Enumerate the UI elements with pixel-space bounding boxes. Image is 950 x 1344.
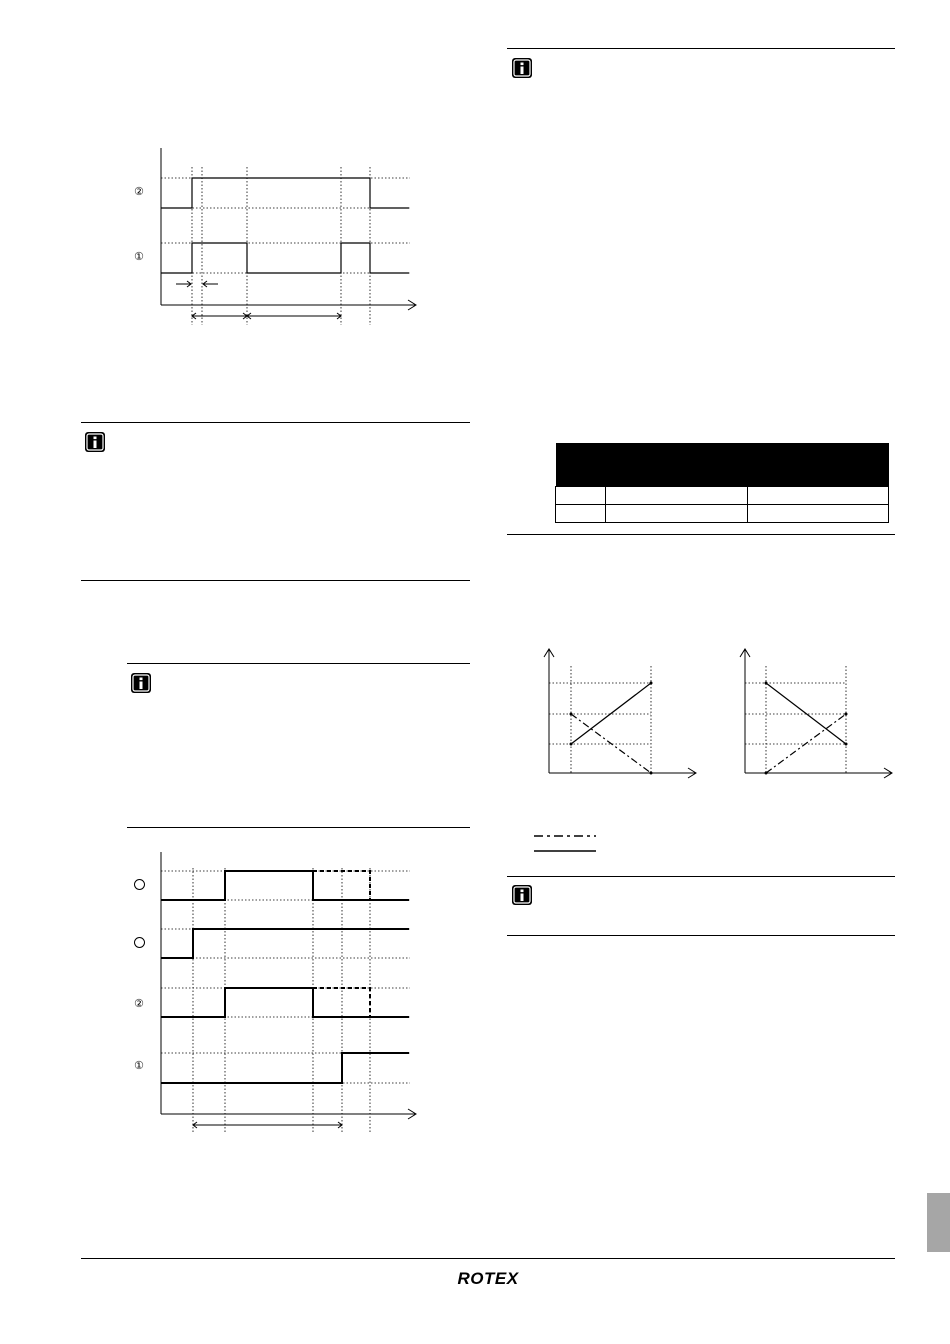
svg-text:ROTEX: ROTEX: [457, 1269, 519, 1288]
table-header: [606, 443, 748, 487]
signal-label-2: ②: [134, 185, 144, 198]
section-divider: [127, 663, 470, 664]
graph-legend: [530, 830, 602, 856]
section-divider: [507, 935, 895, 936]
timing-diagram-bottom: [150, 848, 425, 1138]
table-cell: [748, 505, 889, 523]
info-icon: [84, 431, 106, 453]
table-header: [556, 443, 606, 487]
signal-marker: [134, 937, 145, 948]
footer-divider: [81, 1258, 895, 1259]
table-header: [748, 443, 889, 487]
settings-table: [555, 443, 889, 523]
table-cell: [606, 505, 748, 523]
table-cell: [556, 505, 606, 523]
section-divider: [81, 580, 470, 581]
signal-marker: [134, 879, 145, 890]
signal-label-1: ①: [134, 1059, 144, 1072]
line-graph-left: [538, 646, 703, 782]
rotex-logo: [456, 1268, 520, 1288]
info-icon: [511, 884, 533, 906]
table-cell: [606, 487, 748, 505]
section-divider: [127, 827, 470, 828]
signal-label-1: ①: [134, 250, 144, 263]
table-row: [556, 487, 889, 505]
signal-label-2: ②: [134, 997, 144, 1010]
line-graph-right: [734, 646, 899, 782]
info-icon: [130, 672, 152, 694]
section-divider: [507, 534, 895, 535]
table-cell: [748, 487, 889, 505]
section-divider: [507, 48, 895, 49]
section-divider: [507, 876, 895, 877]
table-cell: [556, 487, 606, 505]
language-tab[interactable]: [927, 1193, 950, 1252]
table-header-row: [556, 443, 889, 487]
section-divider: [81, 422, 470, 423]
info-icon: [511, 57, 533, 79]
table-row: [556, 505, 889, 523]
timing-diagram-top: [150, 145, 425, 330]
